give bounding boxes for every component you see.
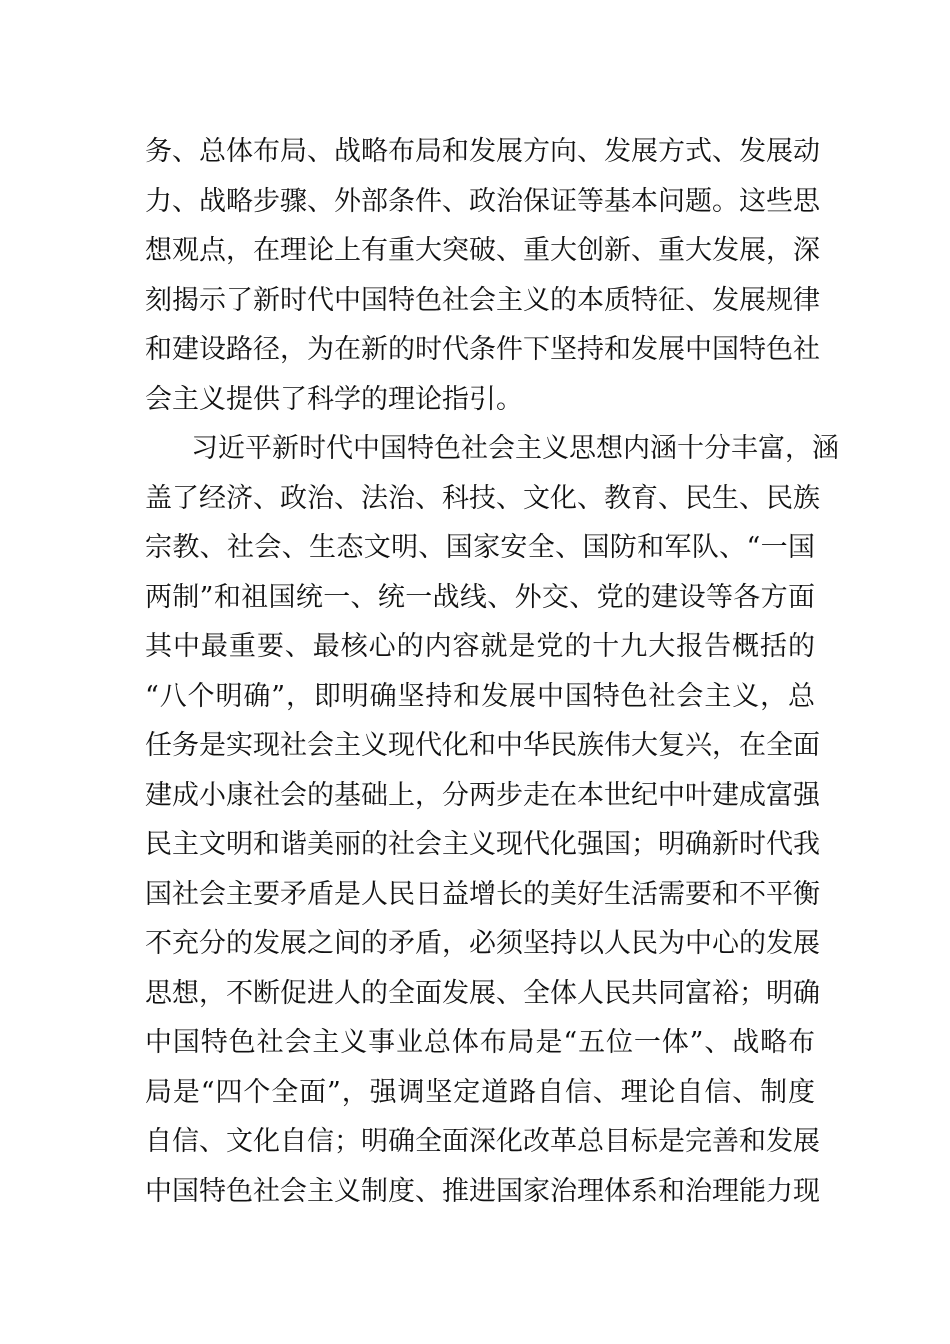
text-line: 国社会主要矛盾是人民日益增长的美好生活需要和不平衡 (145, 878, 820, 910)
text-line: 民主文明和谐美丽的社会主义现代化强国；明确新时代我 (145, 829, 820, 860)
text-line: 会主义提供了科学的理论指引。 (145, 383, 523, 415)
text-line: 任务是实现社会主义现代化和中华民族伟大复兴，在全面 (145, 730, 820, 761)
text-line: “八个明确”，即明确坚持和发展中国特色社会主义，总 (145, 680, 815, 712)
text-line: 习近平新时代中国特色社会主义思想内涵十分丰富，涵 (191, 433, 839, 464)
text-line: 和建设路径，为在新的时代条件下坚持和发展中国特色社 (145, 334, 820, 365)
text-line: 两制”和祖国统一、统一战线、外交、党的建设等各方面 (145, 581, 815, 613)
paragraph-2 (145, 424, 839, 1216)
text-line: 力、战略步骤、外部条件、政治保证等基本问题。这些思 (145, 185, 820, 217)
text-line: 想观点，在理论上有重大突破、重大创新、重大发展，深 (145, 235, 820, 266)
text-line: 其中最重要、最核心的内容就是党的十九大报告概括的 (145, 631, 815, 662)
paragraph-1 (145, 127, 820, 424)
text-line: 建成小康社会的基础上，分两步走在本世纪中叶建成富强 (145, 779, 820, 811)
text-line: 宗教、社会、生态文明、国家安全、国防和军队、“一国 (145, 532, 815, 563)
body-text (145, 127, 839, 1216)
text-line: 局是“四个全面”，强调坚定道路自信、理论自信、制度 (145, 1076, 815, 1108)
text-line: 中国特色社会主义制度、推进国家治理体系和治理能力现 (145, 1175, 820, 1207)
text-line: 盖了经济、政治、法治、科技、文化、教育、民生、民族 (145, 482, 820, 514)
text-line: 中国特色社会主义事业总体布局是“五位一体”、战略布 (145, 1027, 815, 1058)
text-line: 自信、文化自信；明确全面深化改革总目标是完善和发展 (145, 1126, 820, 1157)
text-line: 思想，不断促进人的全面发展、全体人民共同富裕；明确 (145, 977, 820, 1009)
text-line: 务、总体布局、战略布局和发展方向、发展方式、发展动 (145, 136, 820, 167)
text-line: 不充分的发展之间的矛盾，必须坚持以人民为中心的发展 (145, 928, 820, 959)
text-line: 刻揭示了新时代中国特色社会主义的本质特征、发展规律 (145, 284, 820, 316)
